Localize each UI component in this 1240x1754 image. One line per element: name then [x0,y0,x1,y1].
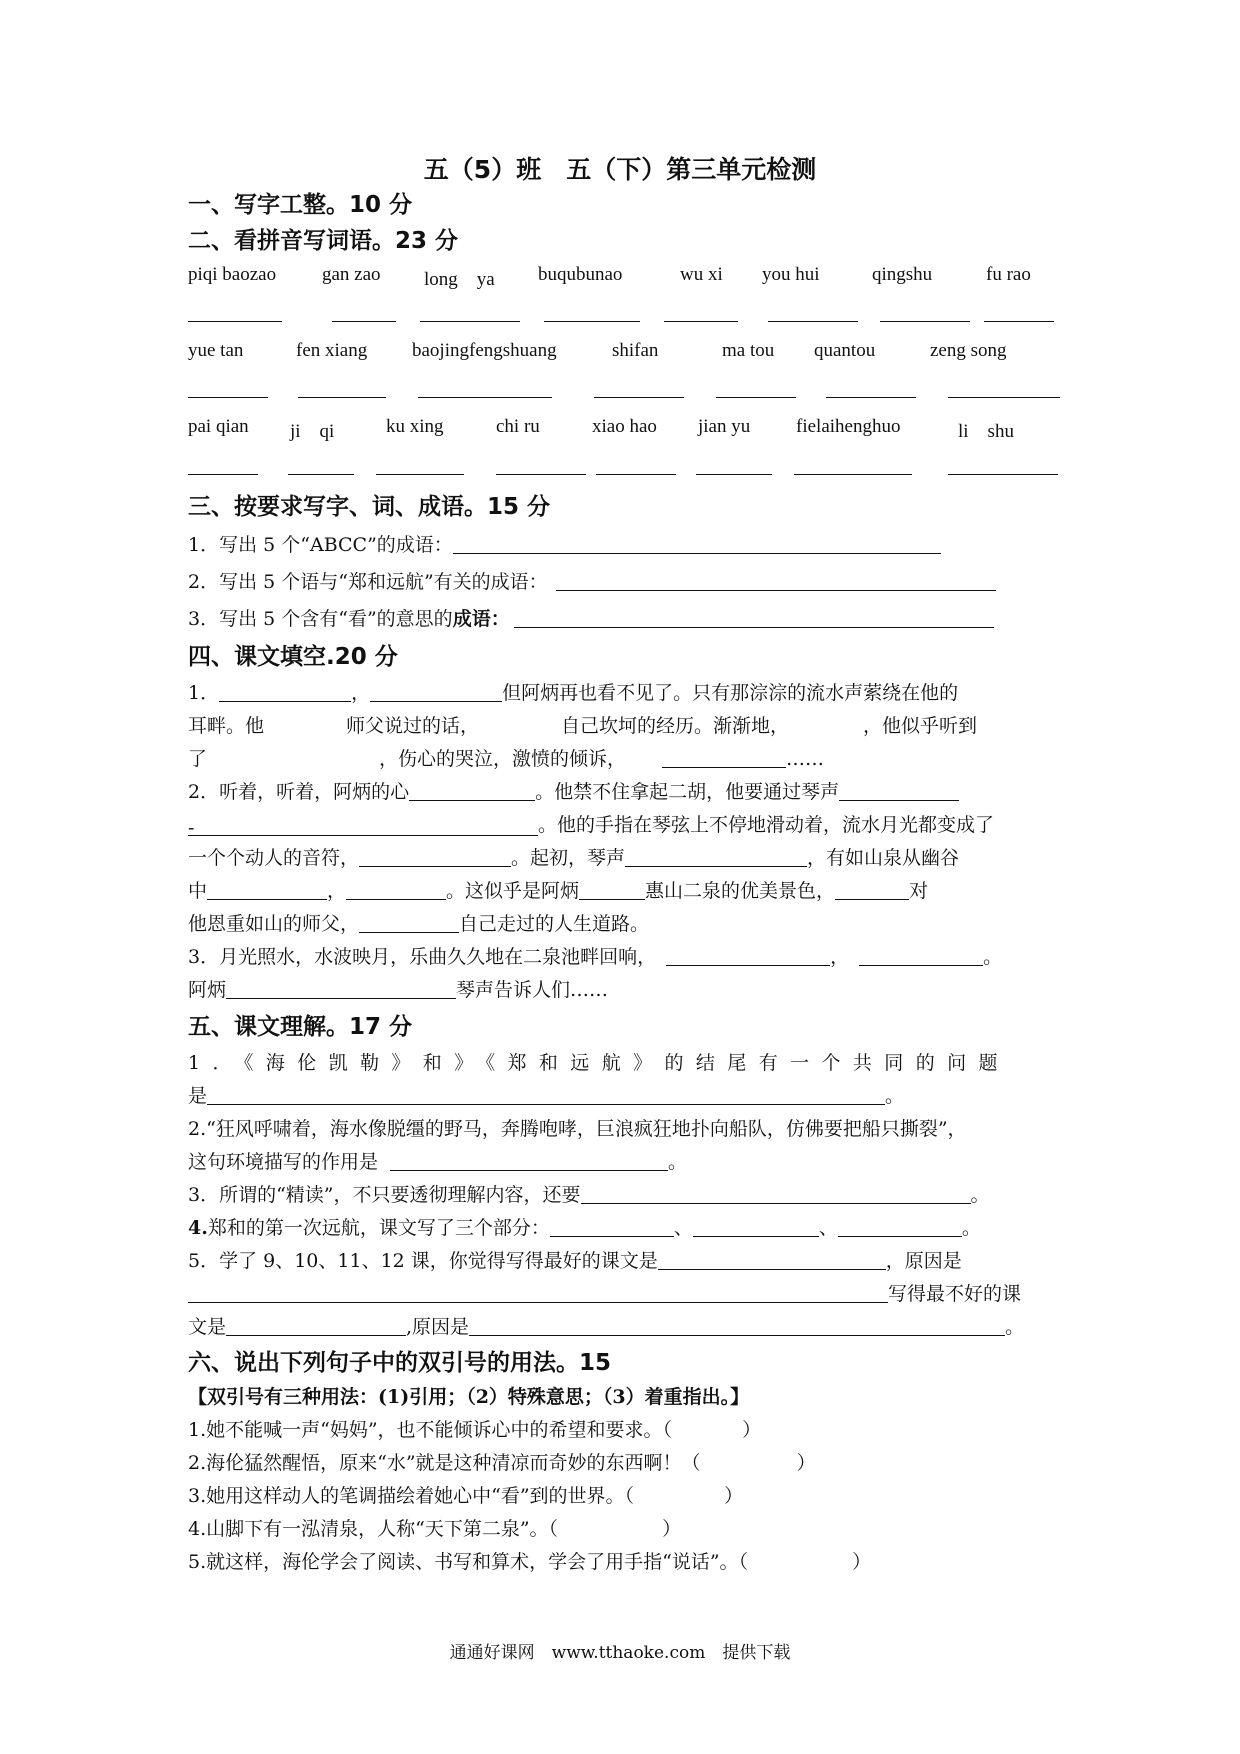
fill-text: 自己坎坷的经历。渐渐地， [561,715,790,737]
section-1-heading: 一、写字工整。10 分 [188,192,413,218]
answer-blank[interactable] [188,817,538,839]
s5-question-3 [188,1180,990,1207]
answer-blank[interactable] [859,947,983,966]
answer-blank[interactable] [666,947,830,966]
answer-blank[interactable] [188,321,282,322]
pinyin-word: ji qi [290,421,335,442]
answer-blank[interactable] [359,914,459,933]
answer-blank[interactable] [662,749,786,768]
answer-blank[interactable] [664,321,738,322]
fill-text: 。起初，琴声 [511,847,626,869]
answer-blank[interactable] [696,474,772,475]
s5-question-2 [188,1114,967,1141]
fill-text: 2．听着，听着，阿炳的心 [188,781,410,803]
s4-line-8 [188,909,649,936]
question-text: 3.她用这样动人的笔调描绘着她心中“看”到的世界。（ [188,1485,635,1507]
question-text: 3．写出 5 个含有“看”的意思的 [188,608,453,630]
fill-text: 中 [188,880,208,902]
question-text: 郑和的第一次远航，课文写了三个部分： [207,1217,550,1239]
question-text: 是 [188,1085,208,1107]
pinyin-word: fen xiang [296,340,368,361]
answer-blank[interactable] [658,1251,886,1270]
section-2-heading: 二、看拼音写词语。23 分 [188,228,459,254]
fill-text: 。 [983,946,1003,968]
fill-text: 对 [909,880,929,902]
s3-question-1 [188,530,941,557]
question-text: 。 [970,1184,990,1206]
answer-blank[interactable] [418,397,552,398]
answer-blank[interactable] [288,474,354,475]
question-text: 2．写出 5 个语与“郑和远航”有关的成语： [188,571,548,593]
pinyin-word: buqubunao [538,264,623,285]
fill-text: 自己走过的人生道路。 [459,913,650,935]
pinyin-word: pai qian [188,416,249,437]
pinyin-word: yue tan [188,340,244,361]
s4-line-6 [188,843,959,870]
answer-blank[interactable] [207,881,327,900]
answer-blank[interactable] [332,321,396,322]
answer-blank[interactable] [469,1317,1005,1336]
fill-text: - [188,817,195,839]
section-4-heading: 四、课文填空.20 分 [188,644,398,670]
s6-question-3 [188,1481,743,1508]
pinyin-word: wu xi [680,264,723,285]
answer-blank[interactable] [693,1218,819,1237]
question-text: 5.就这样，海伦学会了阅读、书写和算术，学会了用手指“说话”。（ [188,1551,749,1573]
answer-blank[interactable] [390,1152,668,1171]
answer-blank[interactable] [579,881,645,900]
pinyin-word: baojingfengshuang [412,340,557,361]
question-text: 这句环境描写的作用是 [188,1151,379,1173]
s5-question-4 [188,1213,981,1240]
answer-blank[interactable] [359,848,511,867]
pinyin-word: piqi baozao [188,264,277,285]
answer-blank[interactable] [625,848,807,867]
answer-blank[interactable] [948,397,1060,398]
s6-question-2 [188,1448,816,1475]
answer-blank[interactable] [376,474,464,475]
question-number: 4. [188,1217,208,1239]
pinyin-word: fu rao [986,264,1031,285]
s6-question-5 [188,1547,871,1574]
answer-blank[interactable] [420,321,520,322]
question-text: ） [742,1419,762,1441]
question-text: 。 [961,1217,981,1239]
question-text: 写得最不好的课 [888,1283,1022,1305]
answer-blank[interactable] [596,474,676,475]
fill-text: ，他似乎听到 [863,715,978,737]
fill-text: 了 [188,748,208,770]
s4-line-5 [188,810,994,837]
fill-text: 1． [188,682,220,704]
question-text: 1．《海伦凯勒》和》《郑和远航》的结尾有一个共同的问题 [188,1052,1010,1074]
question-text: 、 [673,1217,693,1239]
answer-blank[interactable] [835,881,909,900]
pinyin-word: li shu [958,421,1014,442]
answer-blank[interactable] [581,1185,971,1204]
fill-text: ，有如山泉从幽谷 [807,847,960,869]
answer-blank[interactable] [550,1218,674,1237]
fill-text: 一个个动人的音符， [188,847,360,869]
question-text-bold: 成语： [452,608,510,630]
s4-line-10 [188,975,608,1002]
s4-line-2 [188,711,977,738]
question-text: 1．写出 5 个“ABCC”的成语： [188,534,453,556]
fill-text: 但阿炳再也看不见了。只有那淙淙的流水声萦绕在他的 [502,682,959,704]
question-text: 4.山脚下有一泓清泉，人称“天下第二泉”。（ [188,1518,559,1540]
fill-text: ， [351,682,371,704]
page-footer: 通通好课网 www.tthaoke.com 提供下载 [449,1643,791,1663]
pinyin-word: quantou [814,340,876,361]
fill-text: 。这似乎是阿炳 [446,880,580,902]
pinyin-word: qingshu [872,264,933,285]
pinyin-word: ku xing [386,416,444,437]
s5-question-1-answer [188,1081,904,1108]
pinyin-word: you hui [762,264,820,285]
answer-blank[interactable] [409,782,535,801]
question-text: 、 [818,1217,838,1239]
answer-blank[interactable] [226,980,456,999]
answer-blank[interactable] [453,535,941,554]
fill-text: 师父说过的话， [346,715,480,737]
pinyin-word: long ya [424,269,495,290]
question-text: 2.“狂风呼啸着，海水像脱缰的野马，奔腾咆哮，巨浪疯狂地扑向船队，仿佛要把船只撕裂”， [188,1118,967,1140]
pinyin-word: jian yu [698,416,751,437]
answer-blank[interactable] [948,474,1058,475]
question-text: 文是 [188,1316,227,1338]
pinyin-word: shifan [612,340,659,361]
fill-text: 琴声告诉人们…… [456,979,609,1001]
answer-blank[interactable] [839,782,959,801]
s5-question-1 [188,1048,1010,1075]
answer-blank[interactable] [794,474,912,475]
pinyin-word: xiao hao [592,416,657,437]
question-text: 。 [885,1085,905,1107]
s4-line-1 [188,678,958,705]
s5-question-5-line-3 [188,1312,1024,1339]
answer-blank[interactable] [594,397,684,398]
fill-text: 他恩重如山的师父， [188,913,360,935]
fill-text: ， [327,880,347,902]
pinyin-word: chi ru [496,416,540,437]
answer-blank[interactable] [556,572,996,591]
question-text: 2.海伦猛然醒悟，原来“水”就是这种清凉而奇妙的东西啊！（ [188,1452,701,1474]
answer-blank[interactable] [544,321,640,322]
answer-blank[interactable] [207,1086,885,1105]
answer-blank[interactable] [188,397,268,398]
question-text: ,原因是 [406,1316,470,1338]
question-text: 5．学了 9、10、11、12 课，你觉得写得最好的课文是 [188,1250,658,1272]
fill-text: ，伤心的哭泣，激愤的倾诉， [379,748,627,770]
question-text: ） [796,1452,816,1474]
answer-blank[interactable] [838,1218,962,1237]
fill-text: …… [786,748,825,770]
fill-text: 耳畔。他 [188,715,265,737]
s6-question-1 [188,1415,761,1442]
s3-question-3 [188,604,994,631]
fill-text: 。他的手指在琴弦上不停地滑动着，流水月光都变成了 [538,814,995,836]
quote-usage-hint: 【双引号有三种用法：(1)引用；（2）特殊意思；（3）着重指出。】 [188,1386,750,1408]
pinyin-word: gan zao [322,264,381,285]
question-text: ，原因是 [885,1250,962,1272]
section-6-heading: 六、说出下列句子中的双引号的用法。15 [188,1350,612,1376]
section-3-heading: 三、按要求写字、词、成语。15 分 [188,494,551,520]
s5-question-2-answer [188,1147,687,1174]
s3-question-2 [188,567,996,594]
answer-blank[interactable] [826,397,916,398]
question-text: 1.她不能喊一声“妈妈”，也不能倾诉心中的希望和要求。（ [188,1419,673,1441]
question-text: 。 [668,1151,688,1173]
pinyin-word: ma tou [722,340,775,361]
section-5-heading: 五、课文理解。17 分 [188,1014,413,1040]
s6-question-4 [188,1514,681,1541]
answer-blank[interactable] [188,474,258,475]
page-title: 五（5）班 五（下）第三单元检测 [423,155,817,184]
answer-blank[interactable] [188,1284,888,1303]
answer-blank[interactable] [346,881,446,900]
pinyin-word: zeng song [930,340,1007,361]
answer-blank[interactable] [768,321,858,322]
answer-blank[interactable] [226,1317,406,1336]
answer-blank[interactable] [298,397,386,398]
fill-text: 。他禁不住拿起二胡，他要通过琴声 [535,781,840,803]
fill-text: ， [830,946,850,968]
s4-line-4 [188,777,959,804]
answer-blank[interactable] [496,474,586,475]
fill-text: 阿炳 [188,979,227,1001]
answer-blank[interactable] [219,683,351,702]
question-text: ） [852,1551,872,1573]
s4-line-9 [188,942,1002,969]
answer-blank[interactable] [984,321,1054,322]
answer-blank[interactable] [880,321,970,322]
s5-question-5-line-2 [188,1279,1021,1306]
answer-blank[interactable] [716,397,796,398]
answer-blank[interactable] [514,609,994,628]
question-text: 。 [1005,1316,1025,1338]
fill-text: 惠山二泉的优美景色， [645,880,836,902]
pinyin-word: fielaihenghuo [796,416,901,437]
s4-line-3 [188,744,824,771]
question-text: 3．所谓的“精读”，不只要透彻理解内容，还要 [188,1184,581,1206]
question-text: ） [724,1485,744,1507]
fill-text: 3．月光照水，水波映月，乐曲久久地在二泉池畔回响， [188,946,657,968]
s4-line-7 [188,876,928,903]
answer-blank[interactable] [370,683,502,702]
s5-question-5 [188,1246,962,1273]
question-text: ） [662,1518,682,1540]
